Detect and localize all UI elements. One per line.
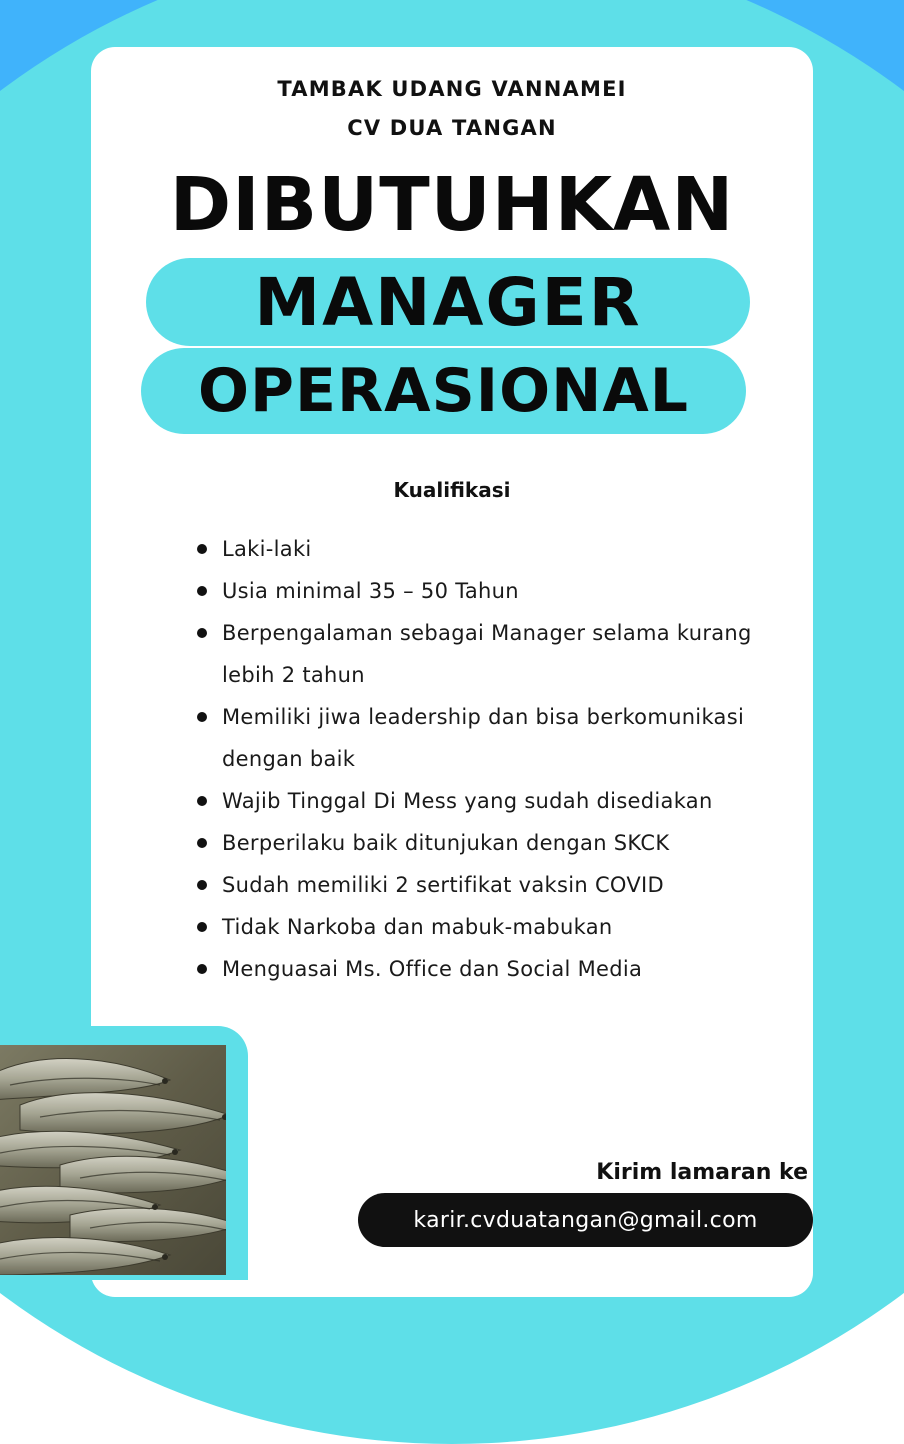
- qualification-item: Tidak Narkoba dan mabuk-mabukan: [195, 906, 755, 948]
- qualification-item: Berpengalaman sebagai Manager selama kurang lebih 2 tahun: [195, 612, 755, 696]
- qualifications-list: [195, 528, 755, 990]
- qualification-item: Wajib Tinggal Di Mess yang sudah disediakan: [195, 780, 755, 822]
- qualification-item: Usia minimal 35 – 50 Tahun: [195, 570, 755, 612]
- shrimp-photo: [0, 1045, 226, 1275]
- company-line-1: TAMBAK UDANG VANNAMEI: [277, 77, 627, 101]
- headline: DIBUTUHKAN: [169, 162, 735, 248]
- position-pill-operasional: [141, 348, 746, 434]
- apply-label: Kirim lamaran ke: [596, 1160, 808, 1185]
- email-link[interactable]: [358, 1193, 813, 1247]
- company-name: CV DUA TANGAN: [347, 116, 557, 140]
- email-text: karir.cvduatangan@gmail.com: [413, 1207, 758, 1233]
- position-pill-manager: [146, 258, 750, 346]
- qualification-item: Memiliki jiwa leadership dan bisa berkomunikasi dengan baik: [195, 696, 755, 780]
- qualification-item: Laki-laki: [195, 528, 755, 570]
- position-line-2: OPERASIONAL: [197, 356, 690, 426]
- position-line-1: MANAGER: [254, 263, 642, 341]
- qualification-item: Sudah memiliki 2 sertifikat vaksin COVID: [195, 864, 755, 906]
- qualification-item: Berperilaku baik ditunjukan dengan SKCK: [195, 822, 755, 864]
- qualifications-title: Kualifikasi: [393, 478, 511, 502]
- qualification-item: Menguasai Ms. Office dan Social Media: [195, 948, 755, 990]
